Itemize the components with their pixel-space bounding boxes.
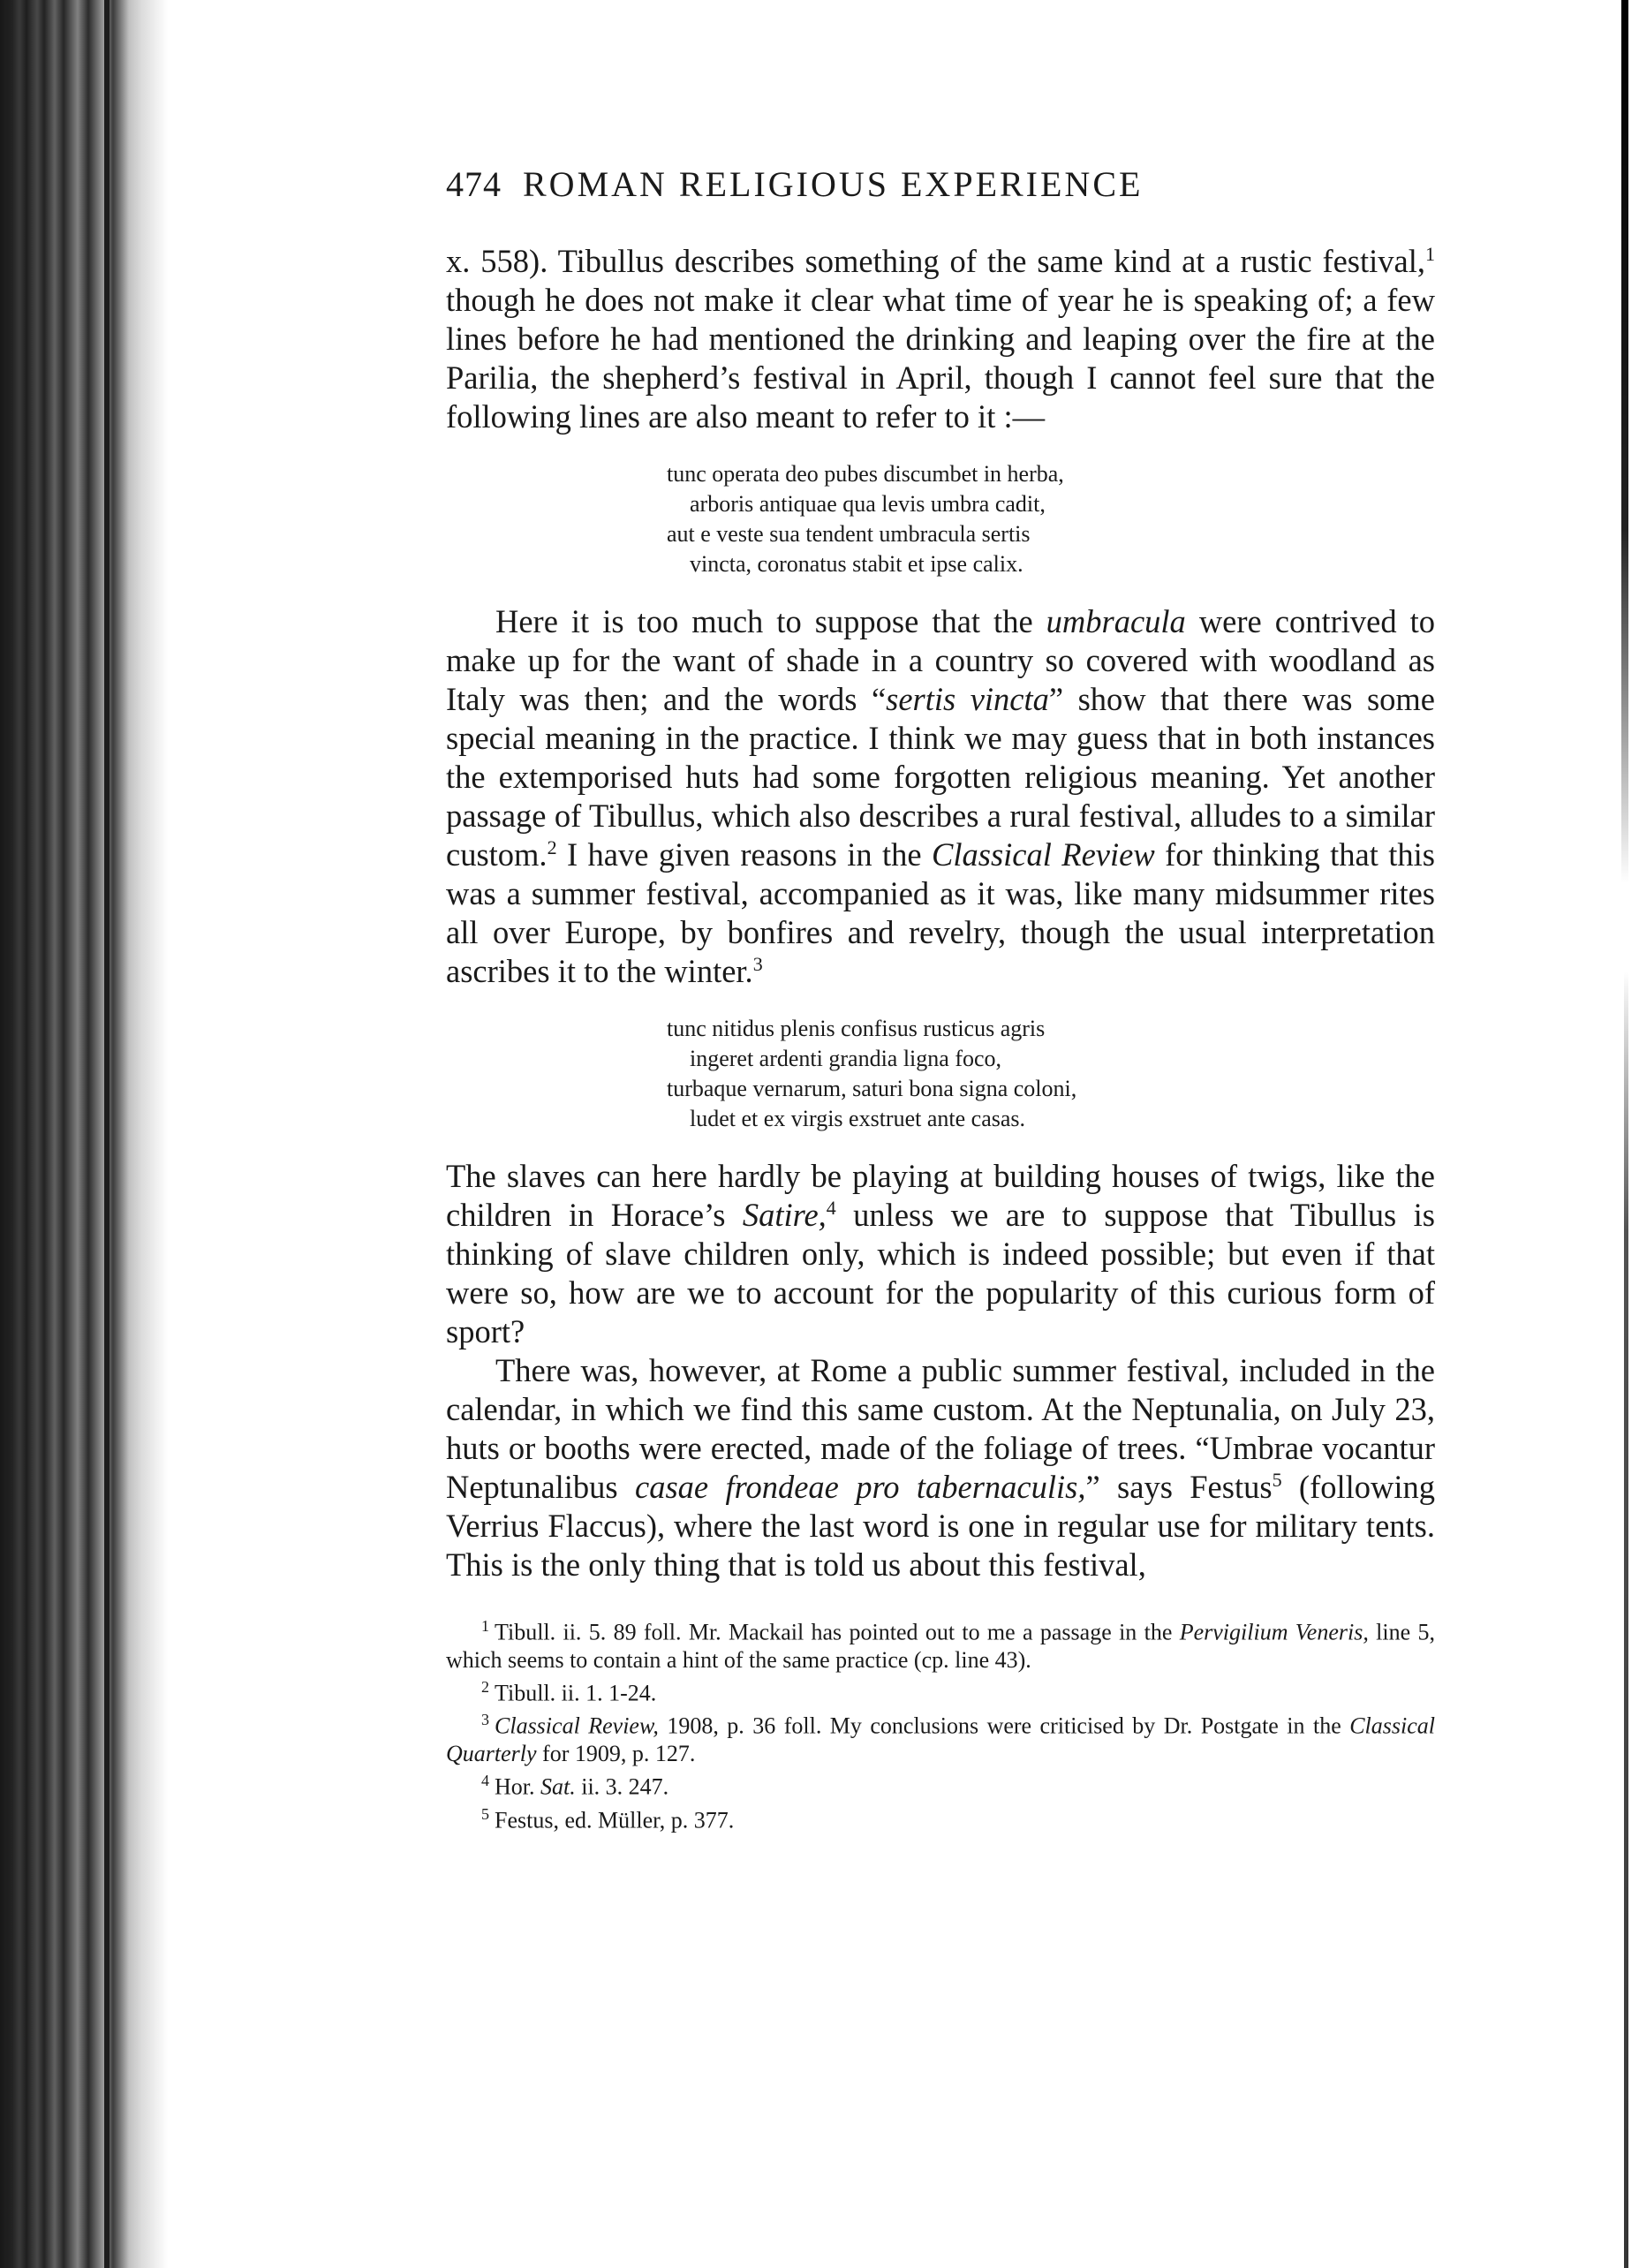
italic-text: Classical Quarterly	[446, 1712, 1435, 1766]
verse-line: tunc nitidus plenis confisus rusticus agris	[667, 1016, 1046, 1041]
page-right-edge-lower	[1624, 971, 1628, 2268]
italic-text: Pervigilium Veneris,	[1179, 1619, 1369, 1645]
footnotes	[446, 1613, 1435, 1833]
italic-text: Sat.	[540, 1773, 576, 1800]
text-run: ” show that there was some special meaning in the practice. I think we may guess that in both instances the extemporised huts had some forgotten religious meaning. Yet another passage of Tibullus, which also describes a rural festival, alludes to a similar custom.	[446, 681, 1435, 873]
text-run: were contrived to make up for the want of shade in a country so covered with woodland as Italy was then; and the words “	[446, 603, 1435, 717]
verse-line: tunc operata deo pubes discumbet in herba,	[667, 461, 1064, 487]
footnote-mark: 2	[481, 1677, 489, 1696]
book-binding-edge	[0, 0, 168, 2268]
footnote-ref-3: 3	[752, 952, 763, 975]
verse-quote-2	[667, 1014, 1435, 1134]
footnote-1	[446, 1613, 1435, 1674]
verse-line: ludet et ex virgis exstruet ante casas.	[690, 1106, 1026, 1131]
text-run: (following Verrius Flaccus), where the last word is one in regular use for military tents. This is the only thing that is told us about this festival,	[446, 1469, 1436, 1583]
footnote-2	[446, 1674, 1435, 1707]
footnote-3	[446, 1706, 1435, 1767]
text-run: There was, however, at Rome a public summer festival, included in the calendar, in which we find this same custom. At the Neptunalia, on July 23, huts or booths were erected, made of the foliage of trees. “Umbrae vocantur Neptunalibus	[446, 1352, 1435, 1505]
footnote-5	[446, 1801, 1435, 1834]
text-run: ” says Festus	[1085, 1469, 1273, 1505]
text-run: Festus, ed. Müller, p. 377.	[495, 1807, 735, 1833]
paragraph-3	[446, 1157, 1435, 1351]
footnote-ref-2: 2	[547, 835, 557, 858]
text-run: I have given reasons in the	[556, 836, 932, 873]
footnote-mark: 5	[481, 1804, 489, 1823]
italic-text: Satire,	[742, 1197, 827, 1233]
text-run: line 5, which seems to contain a hint of the same practice (cp. line 43).	[446, 1619, 1435, 1673]
footnote-mark: 4	[481, 1771, 489, 1789]
text-run: Here it is too much to suppose that the	[495, 603, 1046, 639]
italic-text: umbracula	[1046, 603, 1186, 639]
verse-line: ingeret ardenti grandia ligna foco,	[690, 1046, 1002, 1071]
verse-line: aut e veste sua tendent umbracula sertis	[667, 521, 1031, 547]
book-page	[446, 163, 1435, 1833]
running-title: ROMAN RELIGIOUS EXPERIENCE	[523, 164, 1144, 204]
verse-line: turbaque vernarum, saturi bona signa coloni,	[667, 1076, 1077, 1101]
footnote-ref-4: 4	[826, 1196, 836, 1219]
footnote-mark: 3	[481, 1711, 489, 1729]
italic-text: casae frondeae pro tabernaculis,	[635, 1469, 1086, 1505]
paragraph-1	[446, 242, 1435, 436]
italic-text: sertis vincta	[886, 681, 1049, 717]
text-run: x. 558). Tibullus describes something of the same kind at a rustic festival,	[446, 243, 1425, 279]
text-run: 1908, p. 36 foll. My conclusions were criticised by Dr. Postgate in the	[658, 1712, 1350, 1739]
text-run: though he does not make it clear what time of year he is speaking of; a few lines before he had mentioned the drinking and leaping over the fire at the Parilia, the shepherd’s festival in April, though I cannot feel sure that the following lines are also meant to refer to it :—	[446, 282, 1435, 435]
footnote-mark: 1	[481, 1617, 489, 1635]
text-run: unless we are to suppose that Tibullus is thinking of slave children only, which is indeed possible; but even if that were so, how are we to account for the popularity of this curious form of sport?	[446, 1197, 1435, 1349]
text-run: for thinking that this was a summer festival, accompanied as it was, like many midsummer rites all over Europe, by bonfires and revelry, though the usual interpretation ascribes it to the winter.	[446, 836, 1435, 989]
text-run: Hor.	[495, 1773, 540, 1800]
text-run: Tibull. ii. 1. 1-24.	[495, 1680, 657, 1706]
paragraph-4	[446, 1351, 1435, 1584]
running-head	[446, 163, 1435, 205]
italic-text: Classical Review,	[495, 1712, 659, 1739]
text-run: ii. 3. 247.	[575, 1773, 669, 1800]
footnote-ref-5: 5	[1272, 1468, 1282, 1491]
italic-text: Classical Review	[932, 836, 1155, 873]
footnote-4	[446, 1767, 1435, 1801]
text-run: for 1909, p. 127.	[536, 1740, 696, 1766]
page-number: 474	[446, 164, 502, 204]
text-run: The slaves can here hardly be playing at building houses of twigs, like the children in Horace’s	[446, 1158, 1435, 1233]
paragraph-2	[446, 602, 1435, 991]
verse-line: vincta, coronatus stabit et ipse calix.	[690, 551, 1023, 577]
verse-quote-1	[667, 459, 1435, 579]
text-run: Tibull. ii. 5. 89 foll. Mr. Mackail has pointed out to me a passage in the	[495, 1619, 1180, 1645]
verse-line: arboris antiquae qua levis umbra cadit,	[690, 491, 1046, 517]
page-right-edge	[1621, 0, 1628, 883]
footnote-ref-1: 1	[1425, 242, 1435, 265]
